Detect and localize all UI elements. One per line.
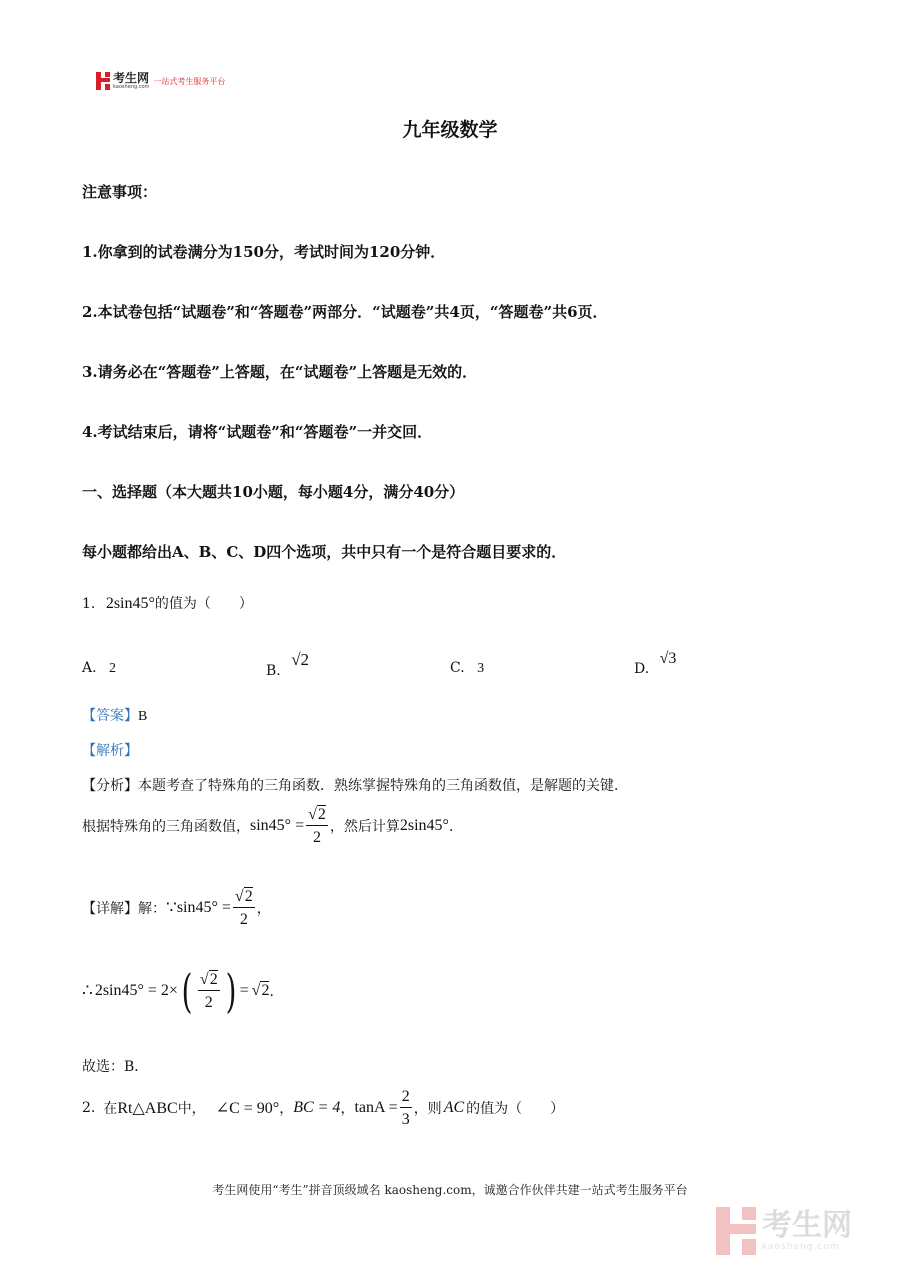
- notice-item-4: 4.考试结束后，请将“试题卷”和“答题卷”一并交回．: [82, 423, 433, 441]
- watermark-logo: [716, 1207, 852, 1255]
- answer-value: B: [138, 709, 148, 724]
- q1-stem-rest: 的值为（ ）: [154, 596, 253, 612]
- page-footer: 考生网使用“考生”拼音顶级域名 kaosheng.com，诚邀合作伙伴共建一站式考生服务平台: [212, 1183, 688, 1197]
- header-logo: [96, 72, 225, 90]
- notice-item-1: 1.你拿到的试卷满分为150分，考试时间为120分钟．: [82, 243, 446, 261]
- analysis-tag: 【解析】: [82, 743, 138, 759]
- detail-fraction: $\frac{√2}{2}$: [234, 888, 253, 928]
- section-instruction: 每小题都给出A、B、C、D四个选项，共中只有一个是符合题目要求的．: [82, 543, 567, 561]
- section-heading: 一、选择题（本大题共10小题，每小题4分，满分40分）: [82, 483, 465, 501]
- conclusion: 故选：B．: [82, 1059, 149, 1075]
- q1-option-d: D. √3: [634, 650, 677, 677]
- watermark-name: 考生网: [762, 1208, 852, 1243]
- notice-item-2: 2.本试卷包括“试题卷”和“答题卷”两部分．“试题卷”共4页，“答题卷”共6页．: [82, 303, 608, 321]
- detail-line: 【详解】 解： ∵ sin45° = $\frac{√2}{2}$ ，: [82, 888, 271, 928]
- calc-line: ∴ 2sin45° = 2× ( $\frac{√2}{2}$ ) = √2 ．: [82, 964, 284, 1018]
- q2-fraction: $\frac{2}{3}$: [401, 1088, 410, 1128]
- q2-number: 2.: [82, 1100, 96, 1117]
- watermark-domain: kaosheng.com: [762, 1242, 840, 1252]
- basis-line: 根据特殊角的三角函数值， sin45° = $\frac{√2}{2}$ ，然后计算 2sin45° ．: [82, 806, 463, 846]
- q1-option-c: C. 3: [450, 660, 485, 676]
- q1-option-a: A. 2: [82, 660, 117, 676]
- q1-stem: [82, 593, 253, 613]
- q1-number: 1.: [82, 596, 96, 612]
- q1-answer-line: [82, 705, 147, 725]
- basis-fraction: $\frac{√2}{2}$: [308, 806, 326, 846]
- q2-stem: 2. 在 Rt△ABC 中， ∠C = 90° ， BC = 4 ， tanA = $\frac{2}{3}$ ，则 AC 的值为（ ）: [82, 1088, 565, 1128]
- logo-icon: [96, 72, 110, 90]
- q1-option-b: B. √2: [266, 650, 310, 679]
- logo-name: 考生网: [113, 71, 150, 85]
- answer-tag: 【答案】: [82, 708, 138, 724]
- q1-expression: 2sin45°: [105, 595, 155, 612]
- calc-fraction: $\frac{√2}{2}$: [199, 970, 218, 1011]
- notice-heading: 注意事项：: [82, 183, 158, 201]
- q2-triangle: Rt△ABC: [117, 1100, 178, 1118]
- page-title: 九年级数学: [402, 119, 498, 141]
- fenxi-line: 【分析】本题考查了特殊角的三角函数．熟练掌握特殊角的三角函数值，是解题的关键．: [82, 778, 628, 794]
- logo-slogan: 一站式考生服务平台: [153, 76, 226, 86]
- watermark-icon: [716, 1207, 756, 1255]
- notice-item-3: 3.请务必在“答题卷”上答题，在“试题卷”上答题是无效的．: [82, 363, 478, 381]
- logo-domain: kaosheng.com: [113, 84, 150, 90]
